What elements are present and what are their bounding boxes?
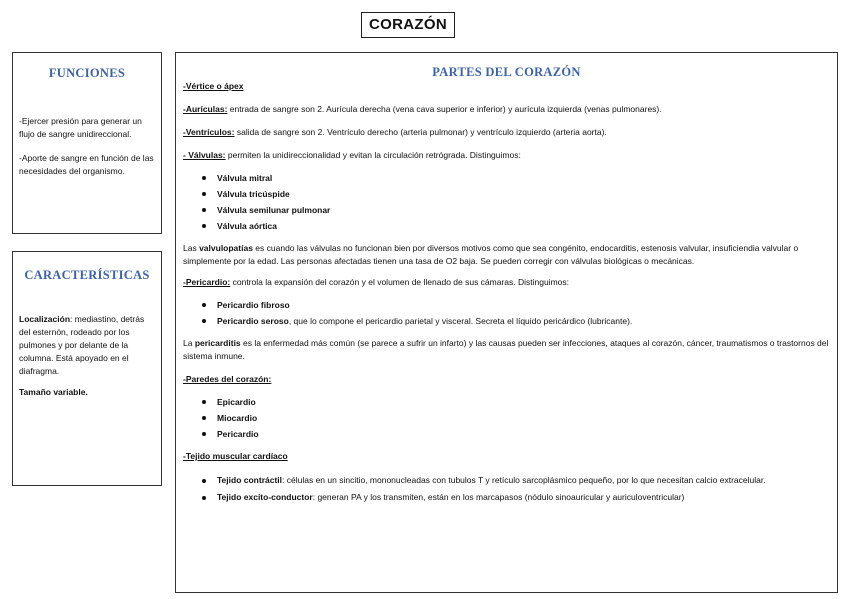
funciones-box bbox=[12, 52, 162, 234]
contractil-text: : células en un sincitio, mononucleadas con tubulos T y retículo sarcoplásmico pequeño, por lo que necesitan calcio extracelular. bbox=[282, 475, 766, 485]
partes-content bbox=[183, 83, 831, 507]
pericardio-label: -Pericardio: bbox=[183, 277, 231, 287]
valvulopatias-paragraph bbox=[183, 242, 831, 268]
valvulopatias-label: valvulopatías bbox=[199, 243, 253, 253]
funciones-item: -Ejercer presión para generar un flujo de sangre unidireccional. bbox=[19, 116, 142, 139]
ventriculos-label: -Ventrículos: bbox=[183, 127, 235, 137]
caracteristicas-content bbox=[13, 313, 161, 399]
pericardio-list bbox=[183, 297, 831, 329]
partes-box bbox=[175, 52, 838, 593]
page-title: CORAZÓN bbox=[361, 12, 455, 38]
list-item: Pericardio fibroso bbox=[183, 297, 831, 313]
pericarditis-paragraph bbox=[183, 337, 831, 363]
funciones-item: -Aporte de sangre en función de las necesidades del organismo. bbox=[19, 153, 154, 176]
list-item: Válvula tricúspide bbox=[183, 186, 831, 202]
pericarditis-label: pericarditis bbox=[194, 338, 241, 348]
auriculas-label: -Aurículas: bbox=[183, 104, 228, 114]
list-item: Válvula mitral bbox=[183, 170, 831, 186]
tamano-text: Tamaño variable. bbox=[19, 387, 88, 397]
valvulas-paragraph bbox=[183, 149, 831, 162]
pericardio-seroso-text: , que lo compone el pericardio parietal y visceral. Secreta el líquido pericárdico (lubricante). bbox=[288, 316, 633, 326]
pericarditis-text: es la enfermedad más común (se parece a sufrir un infarto) y las causas pueden ser infecciones, ataques al corazón, cáncer, traumatismos o trastornos del sistema inmune. bbox=[183, 338, 829, 361]
list-item: Válvula semilunar pulmonar bbox=[183, 202, 831, 218]
contractil-label: Tejido contráctil bbox=[217, 475, 283, 485]
list-item bbox=[183, 490, 831, 504]
partes-heading: PARTES DEL CORAZÓN bbox=[432, 65, 581, 79]
funciones-list bbox=[13, 115, 161, 178]
list-item bbox=[183, 473, 831, 487]
auriculas-text: entrada de sangre son 2. Aurícula derecha (vena cava superior e inferior) y aurícula izquierda (venas pulmonares). bbox=[227, 104, 662, 114]
list-item: Epicardio bbox=[183, 394, 831, 410]
tejido-heading: -Tejido muscular cardíaco bbox=[183, 451, 288, 461]
pericarditis-pre: La bbox=[183, 338, 195, 348]
localizacion-text: : mediastino, detrás del esternón, rodeado por los pulmones y por delante de la columna. Está apoyado en el diafragma. bbox=[19, 314, 145, 376]
pericardio-seroso-label: Pericardio seroso bbox=[217, 316, 289, 326]
valvulas-label: - Válvulas: bbox=[183, 150, 226, 160]
localizacion-paragraph bbox=[19, 313, 155, 378]
caracteristicas-heading: CARACTERÍSTICAS bbox=[24, 268, 150, 282]
ventriculos-paragraph bbox=[183, 126, 831, 139]
paredes-heading: -Paredes del corazón: bbox=[183, 374, 272, 384]
excito-label: Tejido excito-conductor bbox=[217, 492, 313, 502]
valvulas-text: permiten la unidireccionalidad y evitan la circulación retrógrada. Distinguimos: bbox=[225, 150, 521, 160]
tejido-list bbox=[183, 473, 831, 504]
caracteristicas-box bbox=[12, 251, 162, 486]
pericardio-text: controla la expansión del corazón y el volumen de llenado de sus cámaras. Distinguimos: bbox=[230, 277, 570, 287]
ventriculos-text: salida de sangre son 2. Ventrículo derecho (arteria pulmonar) y ventrículo izquierdo (arteria aorta). bbox=[234, 127, 607, 137]
vertice-heading: -Vértice o ápex bbox=[183, 81, 244, 91]
valvulas-list bbox=[183, 170, 831, 234]
localizacion-label: Localización bbox=[19, 314, 71, 324]
valvulopatias-text: es cuando las válvulas no funcionan bien por diversos motivos como que sea congénito, endocarditis, estenosis valvular, insuficiendia valvular o simplemente por la edad. Las personas afectadas tienen una tasa de O2 baja. Se pueden corregir con válvulas biológicas o mecánicas. bbox=[183, 243, 799, 266]
funciones-heading: FUNCIONES bbox=[48, 66, 126, 80]
paredes-list bbox=[183, 394, 831, 442]
auriculas-paragraph bbox=[183, 103, 831, 116]
pericardio-paragraph bbox=[183, 276, 831, 289]
list-item: Miocardio bbox=[183, 410, 831, 426]
valvulopatias-pre: Las bbox=[183, 243, 200, 253]
list-item bbox=[183, 313, 831, 329]
list-item: Válvula aórtica bbox=[183, 218, 831, 234]
list-item: Pericardio bbox=[183, 426, 831, 442]
excito-text: : generan PA y los transmiten, están en los marcapasos (nódulo sinoauricular y auriculoventricular) bbox=[312, 492, 685, 502]
